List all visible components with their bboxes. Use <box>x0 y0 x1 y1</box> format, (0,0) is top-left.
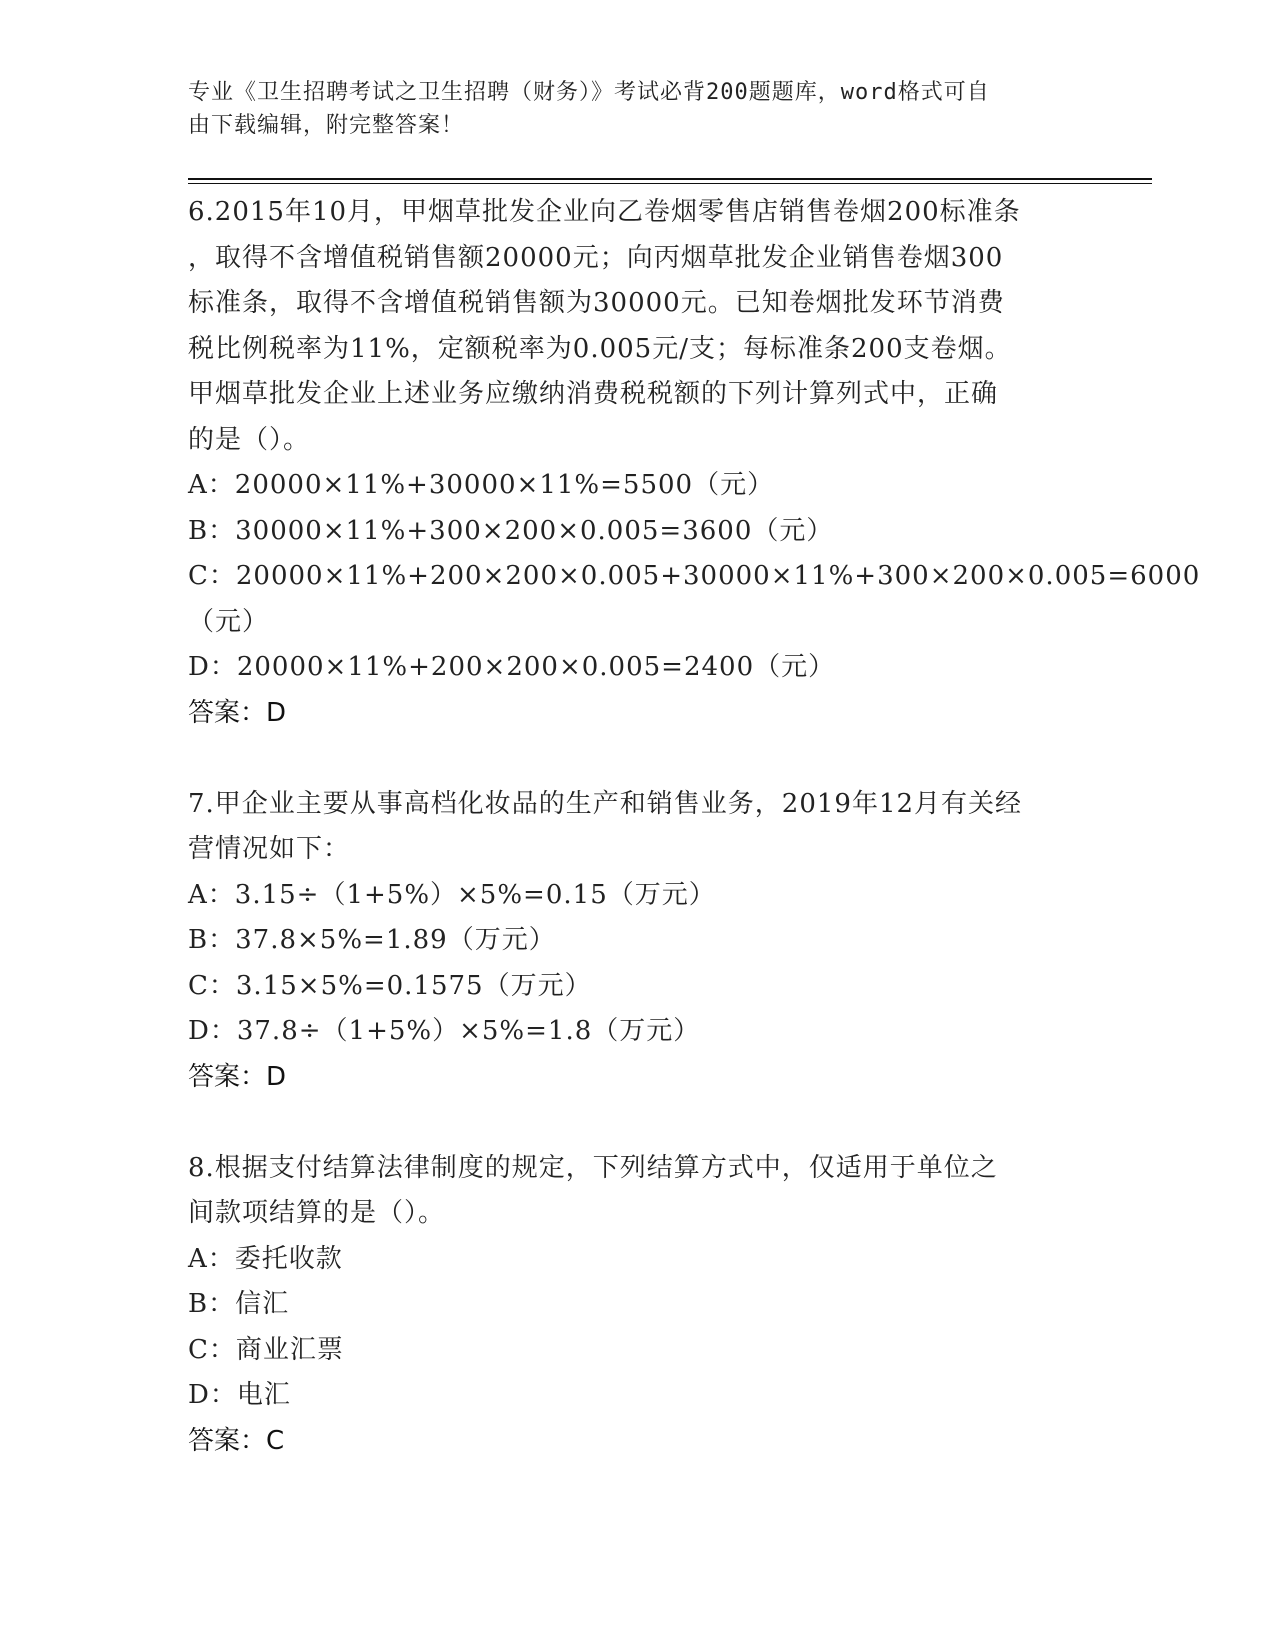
question-stem-line: 税比例税率为11%，定额税率为0.005元/支；每标准条200支卷烟。 <box>188 333 1012 364</box>
question-spacer <box>188 736 1088 782</box>
option-c: C：商业汇票 <box>188 1334 344 1365</box>
question-list <box>188 190 1201 1464</box>
option-a: A：3.15÷（1+5%）×5%=0.15（万元） <box>188 879 716 910</box>
answer-label: 答案：C <box>188 1425 285 1456</box>
question-stem-line: 营情况如下： <box>188 834 351 864</box>
header-divider-thin <box>188 183 1152 184</box>
question-stem-line: ，取得不含增值税销售额20000元；向丙烟草批发企业销售卷烟300 <box>188 242 1004 273</box>
option-a: A：委托收款 <box>188 1243 343 1274</box>
question-stem-line: 的是（）。 <box>188 424 311 455</box>
option-c-continued: （元） <box>188 606 270 637</box>
document-header <box>188 76 1068 142</box>
header-line-1: 专业《卫生招聘考试之卫生招聘（财务）》考试必背200题题库，word格式可自 <box>188 80 990 105</box>
question-stem-line: 8.根据支付结算法律制度的规定，下列结算方式中，仅适用于单位之 <box>188 1152 998 1183</box>
question-8 <box>188 1146 1088 1465</box>
header-divider-thick <box>188 178 1152 180</box>
option-a: A：20000×11%+30000×11%=5500（元） <box>188 470 775 500</box>
option-d: D：电汇 <box>188 1380 291 1410</box>
question-stem-line: 7.甲企业主要从事高档化妆品的生产和销售业务，2019年12月有关经 <box>188 788 1023 819</box>
option-b: B：37.8×5%=1.89（万元） <box>188 925 556 955</box>
question-stem-line: 间款项结算的是（）。 <box>188 1198 446 1228</box>
option-b: B：信汇 <box>188 1289 290 1319</box>
option-c: C：20000×11%+200×200×0.005+30000×11%+300×200×0.005=6000 <box>188 561 1201 591</box>
option-c: C：3.15×5%=0.1575（万元） <box>188 970 592 1001</box>
option-d: D：20000×11%+200×200×0.005=2400（元） <box>188 652 836 682</box>
question-spacer <box>188 1100 1088 1146</box>
header-line-2: 由下载编辑，附完整答案！ <box>188 113 465 138</box>
question-7 <box>188 782 1088 1101</box>
answer-label: 答案：D <box>188 1061 287 1092</box>
question-stem-line: 甲烟草批发企业上述业务应缴纳消费税税额的下列计算列式中，正确 <box>188 379 999 409</box>
answer-label: 答案：D <box>188 697 287 728</box>
question-6 <box>188 190 1201 736</box>
option-b: B：30000×11%+300×200×0.005=3600（元） <box>188 515 834 546</box>
option-d: D：37.8÷（1+5%）×5%=1.8（万元） <box>188 1016 701 1046</box>
question-stem-line: 标准条，取得不含增值税销售额为30000元。已知卷烟批发环节消费 <box>188 288 1005 318</box>
question-stem-line: 6.2015年10月，甲烟草批发企业向乙卷烟零售店销售卷烟200标准条 <box>188 197 1021 227</box>
